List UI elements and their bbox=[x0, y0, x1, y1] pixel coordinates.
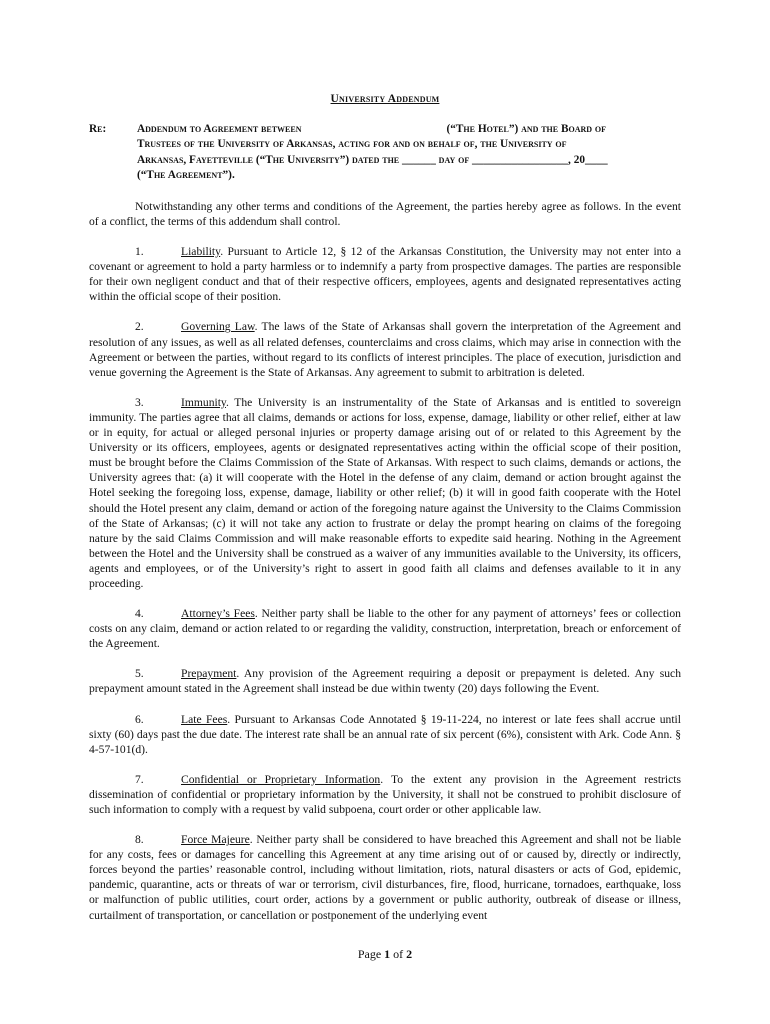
section-heading: Attorney’s Fees bbox=[181, 607, 255, 621]
intro-paragraph: Notwithstanding any other terms and conditions of the Agreement, the parties hereby agree as follows. In the event of a conflict, the terms of this addendum shall control. bbox=[89, 199, 681, 228]
section-governing-law bbox=[89, 319, 681, 379]
section-text: . Pursuant to Article 12, § 12 of the Arkansas Constitution, the University may not enter into a covenant or agreement to hold a party harmless or to indemnify a party from prospective damages. The parties are responsible for their own negligent conduct and that of their respective officers, employees, agents and designated representatives acting within the official scope of their position. bbox=[89, 245, 681, 304]
section-late-fees bbox=[89, 712, 681, 757]
section-confidential-information bbox=[89, 772, 681, 817]
section-number: 5. bbox=[135, 667, 144, 681]
section-heading: Liability bbox=[181, 245, 221, 259]
re-line-1 bbox=[137, 122, 681, 137]
page-footer bbox=[0, 947, 770, 962]
section-number: 2. bbox=[135, 320, 144, 334]
section-text: . Neither party shall be liable to the other for any payment of attorneys’ fees or collection costs on any claim, demand or action related to or regarding the validity, construction, interpretation, breach or enforcement of the Agreement. bbox=[89, 607, 681, 651]
re-line-4: (“The Agreement”). bbox=[137, 168, 235, 181]
re-block bbox=[89, 122, 681, 183]
section-liability bbox=[89, 244, 681, 304]
section-force-majeure bbox=[89, 832, 681, 923]
section-text: . The laws of the State of Arkansas shall govern the interpretation of the Agreement and resolution of any issues, as well as all related defenses, counterclaims and cross claims, which may arise in connection with the Agreement or between the parties, without regard to its conflicts of interest principles. The place of execution, jurisdiction and venue governing the Agreement is the State of Arkansas. Any agreement to submit to arbitration is deleted. bbox=[89, 320, 681, 379]
footer-prefix: Page bbox=[357, 947, 385, 961]
re-line-2: Trustees of the University of Arkansas, acting for and on behalf of, the University of bbox=[137, 138, 567, 151]
footer-total-pages: 2 bbox=[406, 947, 413, 961]
document-page bbox=[89, 92, 681, 938]
section-number: 8. bbox=[135, 833, 144, 847]
section-heading: Force Majeure bbox=[181, 833, 250, 847]
re-line-1b: (“The Hotel”) and the Board of bbox=[446, 123, 606, 136]
section-number: 4. bbox=[135, 607, 144, 621]
section-text: . Neither party shall be considered to have breached this Agreement and shall not be liable for any costs, fees or damages for cancelling this Agreement at any time arising out of or caused by, directly or indirectly, forces beyond the parties’ reasonable control, including without limitation, riots, natural disasters or acts of God, epidemic, pandemic, quarantine, acts or threats of war or terrorism, civil disturbances, fire, flood, hurricane, tornadoes, earthquake, loss or malfunction of public utilities, court order, actions by a government or public authority, outbreak of disease or illness, curtailment of transportation, or cancellation or postponement of the underlying event bbox=[89, 833, 681, 922]
section-heading: Immunity bbox=[181, 395, 226, 409]
section-number: 1. bbox=[135, 245, 144, 259]
section-heading: Late Fees bbox=[181, 712, 228, 726]
footer-current-page: 1 bbox=[384, 947, 391, 961]
section-text: . The University is an instrumentality of the State of Arkansas and is entitled to sovereign immunity. The parties agree that all claims, demands or actions for loss, expense, damage, liability or other relief, either at law or in equity, for actual or alleged personal injuries or property damage arising out of or related to this Agreement by the University or its officers, employees, agents or designated representatives acting within the official scope of their position, must be brought before the Claims Commission of the State of Arkansas. With respect to such claims, demands or actions, the University agrees that: (a) it will cooperate with the Hotel in the defense of any claim, demand or action brought against the Hotel seeking the foregoing loss, expense, damage, liability or other relief; (b) it will in good faith cooperate with the Hotel should the Hotel present any claim, demand or action of the foregoing nature against the University to the Claims Commission of the State of Arkansas; (c) it will not take any action to frustrate or delay the prompt hearing on claims of the foregoing nature by the said Claims Commission and will make reasonable efforts to expedite said hearing. Nothing in the Agreement between the Hotel and the University shall be construed as a waiver of any immunities available to the University, its officers, agents and employees, or of the University’s right to assert in good faith all claims and defenses available to it in any proceeding. bbox=[89, 395, 681, 590]
section-text: . Any provision of the Agreement requiring a deposit or prepayment is deleted. Any such prepayment amount stated in the Agreement shall instead be due within twenty (20) days following the Event. bbox=[89, 667, 681, 696]
section-number: 3. bbox=[135, 395, 144, 409]
section-text: . To the extent any provision in the Agreement restricts dissemination of confidential or proprietary information by the University, it shall not be construed to prohibit disclosure of such information to comply with a request by valid subpoena, court order or other applicable law. bbox=[89, 772, 682, 816]
section-text: . Pursuant to Arkansas Code Annotated § 19-11-224, no interest or late fees shall accrue until sixty (60) days past the due date. The interest rate shall be an annual rate of six percent (6%), consistent with Ark. Code Ann. § 4-57-101(d). bbox=[89, 712, 681, 756]
document-title: University Addendum bbox=[330, 93, 440, 105]
footer-middle: of bbox=[390, 947, 407, 961]
re-line-3: Arkansas, Fayetteville (“The University”) dated the ______ day of _________________, 20____ bbox=[137, 153, 608, 166]
section-immunity bbox=[89, 395, 681, 591]
section-heading: Governing Law bbox=[181, 320, 255, 334]
re-line-1a: Addendum to Agreement between bbox=[137, 123, 302, 136]
section-number: 7. bbox=[135, 772, 144, 786]
section-heading: Confidential or Proprietary Information bbox=[181, 772, 381, 786]
section-attorneys-fees bbox=[89, 606, 681, 651]
section-heading: Prepayment bbox=[181, 667, 237, 681]
re-label: Re: bbox=[89, 123, 107, 136]
section-number: 6. bbox=[135, 712, 144, 726]
section-prepayment bbox=[89, 666, 681, 696]
